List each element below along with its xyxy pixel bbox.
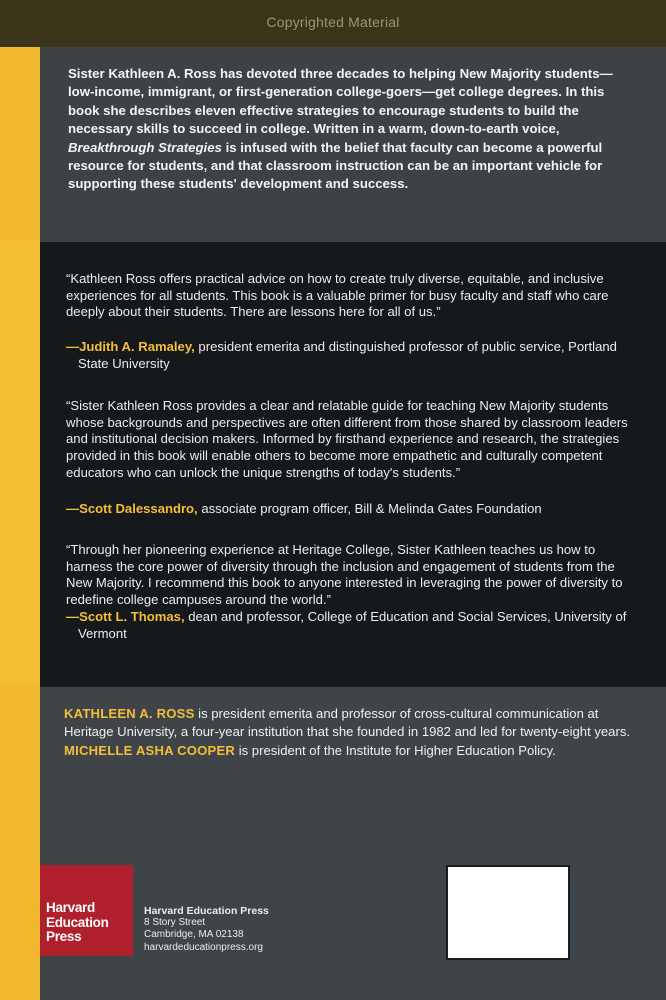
publisher-address: [144, 905, 269, 954]
blurb-author-name: —Scott L. Thomas,: [66, 609, 185, 624]
blurb-author-role: associate program officer, Bill & Melinda Gates Foundation: [197, 501, 542, 516]
logo-line: Press: [46, 929, 82, 944]
logo-line: Harvard: [46, 900, 95, 915]
author-bio-text-2: is president of the Institute for Higher Education Policy.: [235, 742, 556, 758]
publisher-city: Cambridge, MA 02138: [144, 929, 244, 941]
blurb-quote: “Kathleen Ross offers practical advice on how to create truly diverse, equitable, and inclusive experiences for all students. This book is a valuable primer for busy faculty and staff who care deeply about their students. There are lessons here for all of us.”: [66, 271, 609, 320]
blurb-attribution: [66, 609, 648, 642]
blurb-author-role: dean and professor, College of Education and Social Services, University of Vermont: [78, 609, 627, 641]
author-name-1: KATHLEEN A. ROSS: [64, 706, 195, 721]
blurb-author-role: president emerita and distinguished professor of public service, Portland State University: [78, 339, 617, 371]
logo-line: Education: [46, 914, 109, 930]
endorsements-section: [40, 242, 666, 687]
blurb-author-name: —Judith A. Ramaley,: [66, 339, 195, 354]
yellow-spine-mid: [0, 240, 40, 685]
publisher-website: harvardeducationpress.org: [144, 941, 263, 953]
blurb-quote: “Sister Kathleen Ross provides a clear and relatable guide for teaching New Majority students whose backgrounds and perspectives are often different from those shared by classroom leaders and institutional decision makers. Informed by firsthand experience and research, the strategies provided in this book will enable others to become more empathetic and culturally competent educators who can unlock the unique strengths of today's students.”: [66, 398, 628, 480]
blurb-quote: “Through her pioneering experience at Heritage College, Sister Kathleen teaches us how to harness the core power of diversity through the inclusion and engagement of students from the New Majority. I recommend this book to anyone interested in leveraging the power of diversity to redefine college campuses around the world.”: [66, 542, 623, 608]
book-description: [68, 65, 634, 194]
description-text-1: Sister Kathleen A. Ross has devoted three decades to helping New Majority students—low-income, immigrant, or first-generation college-goers—get college degrees. In this book she describes eleven effective strategies to encourage students to build the necessary skills to succeed in college. Written in a warm, down-to-earth voice,: [68, 66, 613, 137]
author-bio-text-1: is president emerita and professor of cross-cultural communication at Heritage University, a four-year institution that she founded in 1982 and led for twenty-eight years.: [64, 706, 631, 740]
blurb-attribution: [66, 339, 648, 372]
book-title-italic: Breakthrough Strategies: [68, 139, 222, 155]
publisher-logo: [40, 865, 133, 956]
publisher-street: 8 Story Street: [144, 917, 206, 929]
copyright-label: Copyrighted Material: [266, 14, 400, 30]
copyright-bar: [0, 0, 666, 47]
authors-section: [40, 687, 666, 1000]
description-text-2: is infused with the belief that faculty can become a powerful resource for students, and that classroom instruction can be an important vehicle for supporting these students' development and success.: [68, 139, 603, 192]
barcode-box: [446, 865, 570, 960]
blurb-attribution: [66, 501, 648, 518]
publisher-name: Harvard Education Press: [144, 905, 269, 917]
author-bio: [64, 705, 634, 760]
description-section: [40, 47, 666, 242]
blurb-author-name: —Scott Dalessandro,: [66, 501, 198, 516]
author-name-2: MICHELLE ASHA COOPER: [64, 742, 236, 758]
